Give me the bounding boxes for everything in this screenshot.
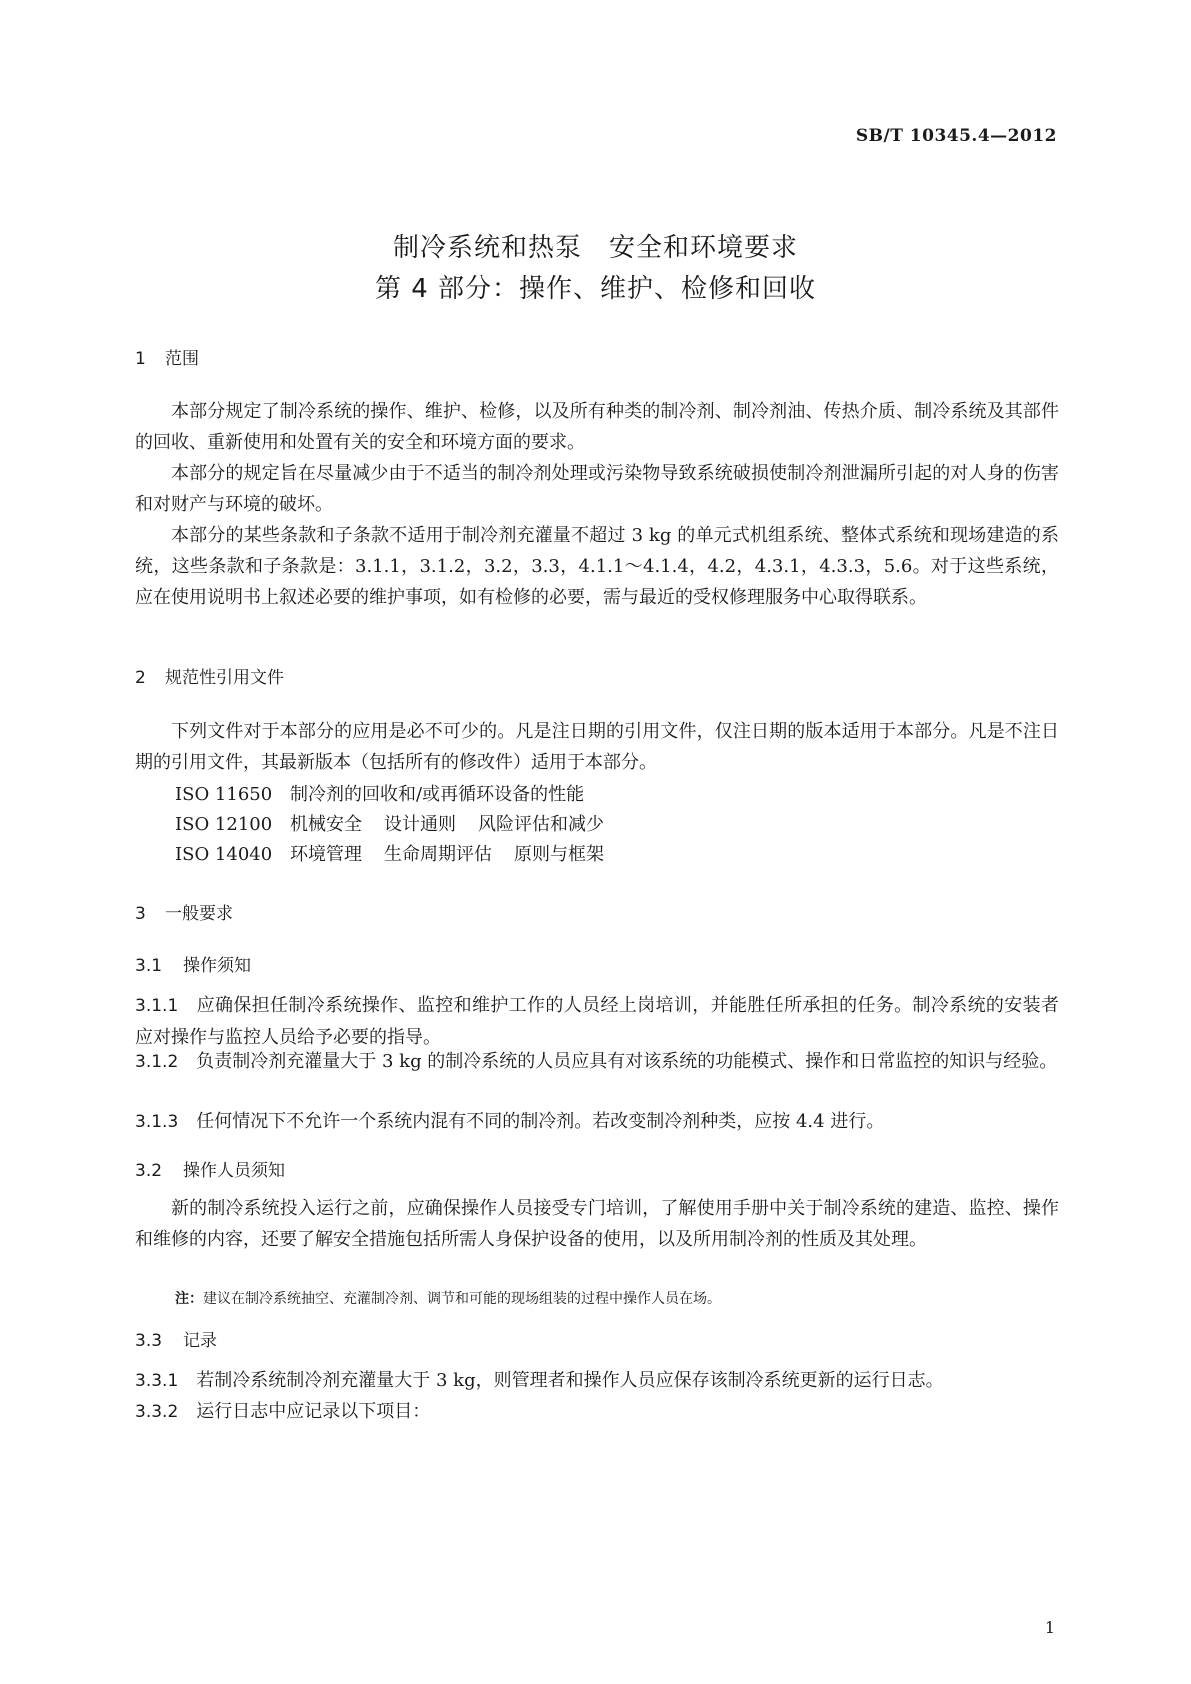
subsection-title: 记录 bbox=[183, 1331, 217, 1351]
subsection-3-3-heading bbox=[135, 1326, 217, 1351]
reference-title-part: 设计通则 bbox=[384, 814, 456, 835]
note bbox=[175, 1288, 721, 1308]
subsection-number: 3.2 bbox=[135, 1161, 163, 1181]
section-3-2-paragraph: 新的制冷系统投入运行之前，应确保操作人员接受专门培训，了解使用手册中关于制冷系统的建造、监控、操作和维修的内容，还要了解安全措施包括所需人身保护设备的使用，以及所用制冷剂的性质及其处理。 bbox=[135, 1198, 1059, 1250]
clause-text: 若制冷系统制冷剂充灌量大于 3 kg，则管理者和操作人员应保存该制冷系统更新的运行日志。 bbox=[196, 1370, 944, 1391]
clause-text: 应确保担任制冷系统操作、监控和维护工作的人员经上岗培训，并能胜任所承担的任务。制冷系统的安装者应对操作与监控人员给予必要的指导。 bbox=[135, 995, 1059, 1048]
reference-title-part: 环境管理 bbox=[290, 844, 362, 865]
reference-code: ISO 11650 bbox=[175, 784, 273, 805]
clause-3-3-1 bbox=[135, 1365, 1059, 1397]
section-title: 规范性引用文件 bbox=[165, 668, 284, 688]
reference-title-part: 风险评估和减少 bbox=[478, 814, 604, 835]
reference-title-part: 生命周期评估 bbox=[384, 844, 492, 865]
section-1-paragraph-1: 本部分规定了制冷系统的操作、维护、检修，以及所有种类的制冷剂、制冷剂油、传热介质、制冷系统及其部件的回收、重新使用和处置有关的安全和环境方面的要求。 bbox=[135, 401, 1059, 453]
clause-number: 3.1.2 bbox=[135, 1052, 179, 1072]
section-title: 一般要求 bbox=[165, 904, 233, 924]
subsection-number: 3.3 bbox=[135, 1331, 163, 1351]
section-2-paragraph-1: 下列文件对于本部分的应用是必不可少的。凡是注日期的引用文件，仅注日期的版本适用于本部分。凡是不注日期的引用文件，其最新版本（包括所有的修改件）适用于本部分。 bbox=[135, 721, 1059, 773]
reference-item bbox=[175, 810, 626, 836]
clause-3-3-2 bbox=[135, 1396, 1059, 1428]
document-title-line1: 制冷系统和热泵 安全和环境要求 bbox=[392, 233, 798, 263]
subsection-title: 操作须知 bbox=[183, 956, 251, 976]
clause-number: 3.3.1 bbox=[135, 1371, 179, 1391]
subsection-3-1-heading bbox=[135, 951, 251, 976]
section-number: 3 bbox=[135, 904, 146, 924]
clause-3-1-1 bbox=[135, 990, 1059, 1053]
document-title-line2: 第 4 部分：操作、维护、检修和回收 bbox=[374, 274, 817, 304]
clause-number: 3.1.3 bbox=[135, 1112, 179, 1132]
section-3-heading bbox=[135, 899, 233, 924]
note-label: 注： bbox=[175, 1291, 203, 1307]
subsection-title: 操作人员须知 bbox=[183, 1161, 285, 1181]
standard-code: SB/T 10345.4—2012 bbox=[855, 126, 1057, 146]
section-2-heading bbox=[135, 663, 284, 688]
clause-text: 负责制冷剂充灌量大于 3 kg 的制冷系统的人员应具有对该系统的功能模式、操作和日常监控的知识与经验。 bbox=[196, 1051, 1058, 1072]
reference-code: ISO 14040 bbox=[175, 844, 273, 865]
clause-text: 运行日志中应记录以下项目： bbox=[196, 1401, 431, 1422]
reference-code: ISO 12100 bbox=[175, 814, 273, 835]
section-title: 范围 bbox=[165, 349, 199, 369]
reference-item bbox=[175, 840, 626, 866]
clause-text: 任何情况下不允许一个系统内混有不同的制冷剂。若改变制冷剂种类，应按 4.4 进行。 bbox=[196, 1111, 885, 1132]
reference-title-part: 机械安全 bbox=[290, 814, 362, 835]
reference-title-part: 原则与框架 bbox=[514, 844, 604, 865]
section-1-paragraph-2: 本部分的规定旨在尽量减少由于不适当的制冷剂处理或污染物导致系统破损使制冷剂泄漏所引起的对人身的伤害和对财产与环境的破坏。 bbox=[135, 463, 1059, 515]
page-number: 1 bbox=[1044, 1618, 1055, 1637]
section-1-paragraph-3: 本部分的某些条款和子条款不适用于制冷剂充灌量不超过 3 kg 的单元式机组系统、整体式系统和现场建造的系统，这些条款和子条款是：3.1.1，3.1.2，3.2，3.3，4.1.1～4.1.4，4.2，4.3.1，4.3.3，5.6。对于这些系统，应在使用说明书上叙述必要的维护事项，如有检修的必要，需与最近的受权修理服务中心取得联系。 bbox=[135, 525, 1059, 608]
subsection-3-2-heading bbox=[135, 1156, 285, 1181]
section-number: 2 bbox=[135, 668, 146, 688]
clause-3-1-3 bbox=[135, 1106, 1059, 1138]
section-number: 1 bbox=[135, 349, 146, 369]
clause-number: 3.1.1 bbox=[135, 996, 179, 1016]
note-text: 建议在制冷系统抽空、充灌制冷剂、调节和可能的现场组装的过程中操作人员在场。 bbox=[203, 1291, 721, 1307]
reference-item bbox=[175, 780, 606, 806]
reference-title: 制冷剂的回收和/或再循环设备的性能 bbox=[290, 784, 585, 805]
clause-number: 3.3.2 bbox=[135, 1402, 179, 1422]
subsection-number: 3.1 bbox=[135, 956, 163, 976]
section-1-heading bbox=[135, 344, 199, 369]
clause-3-1-2 bbox=[135, 1046, 1059, 1078]
